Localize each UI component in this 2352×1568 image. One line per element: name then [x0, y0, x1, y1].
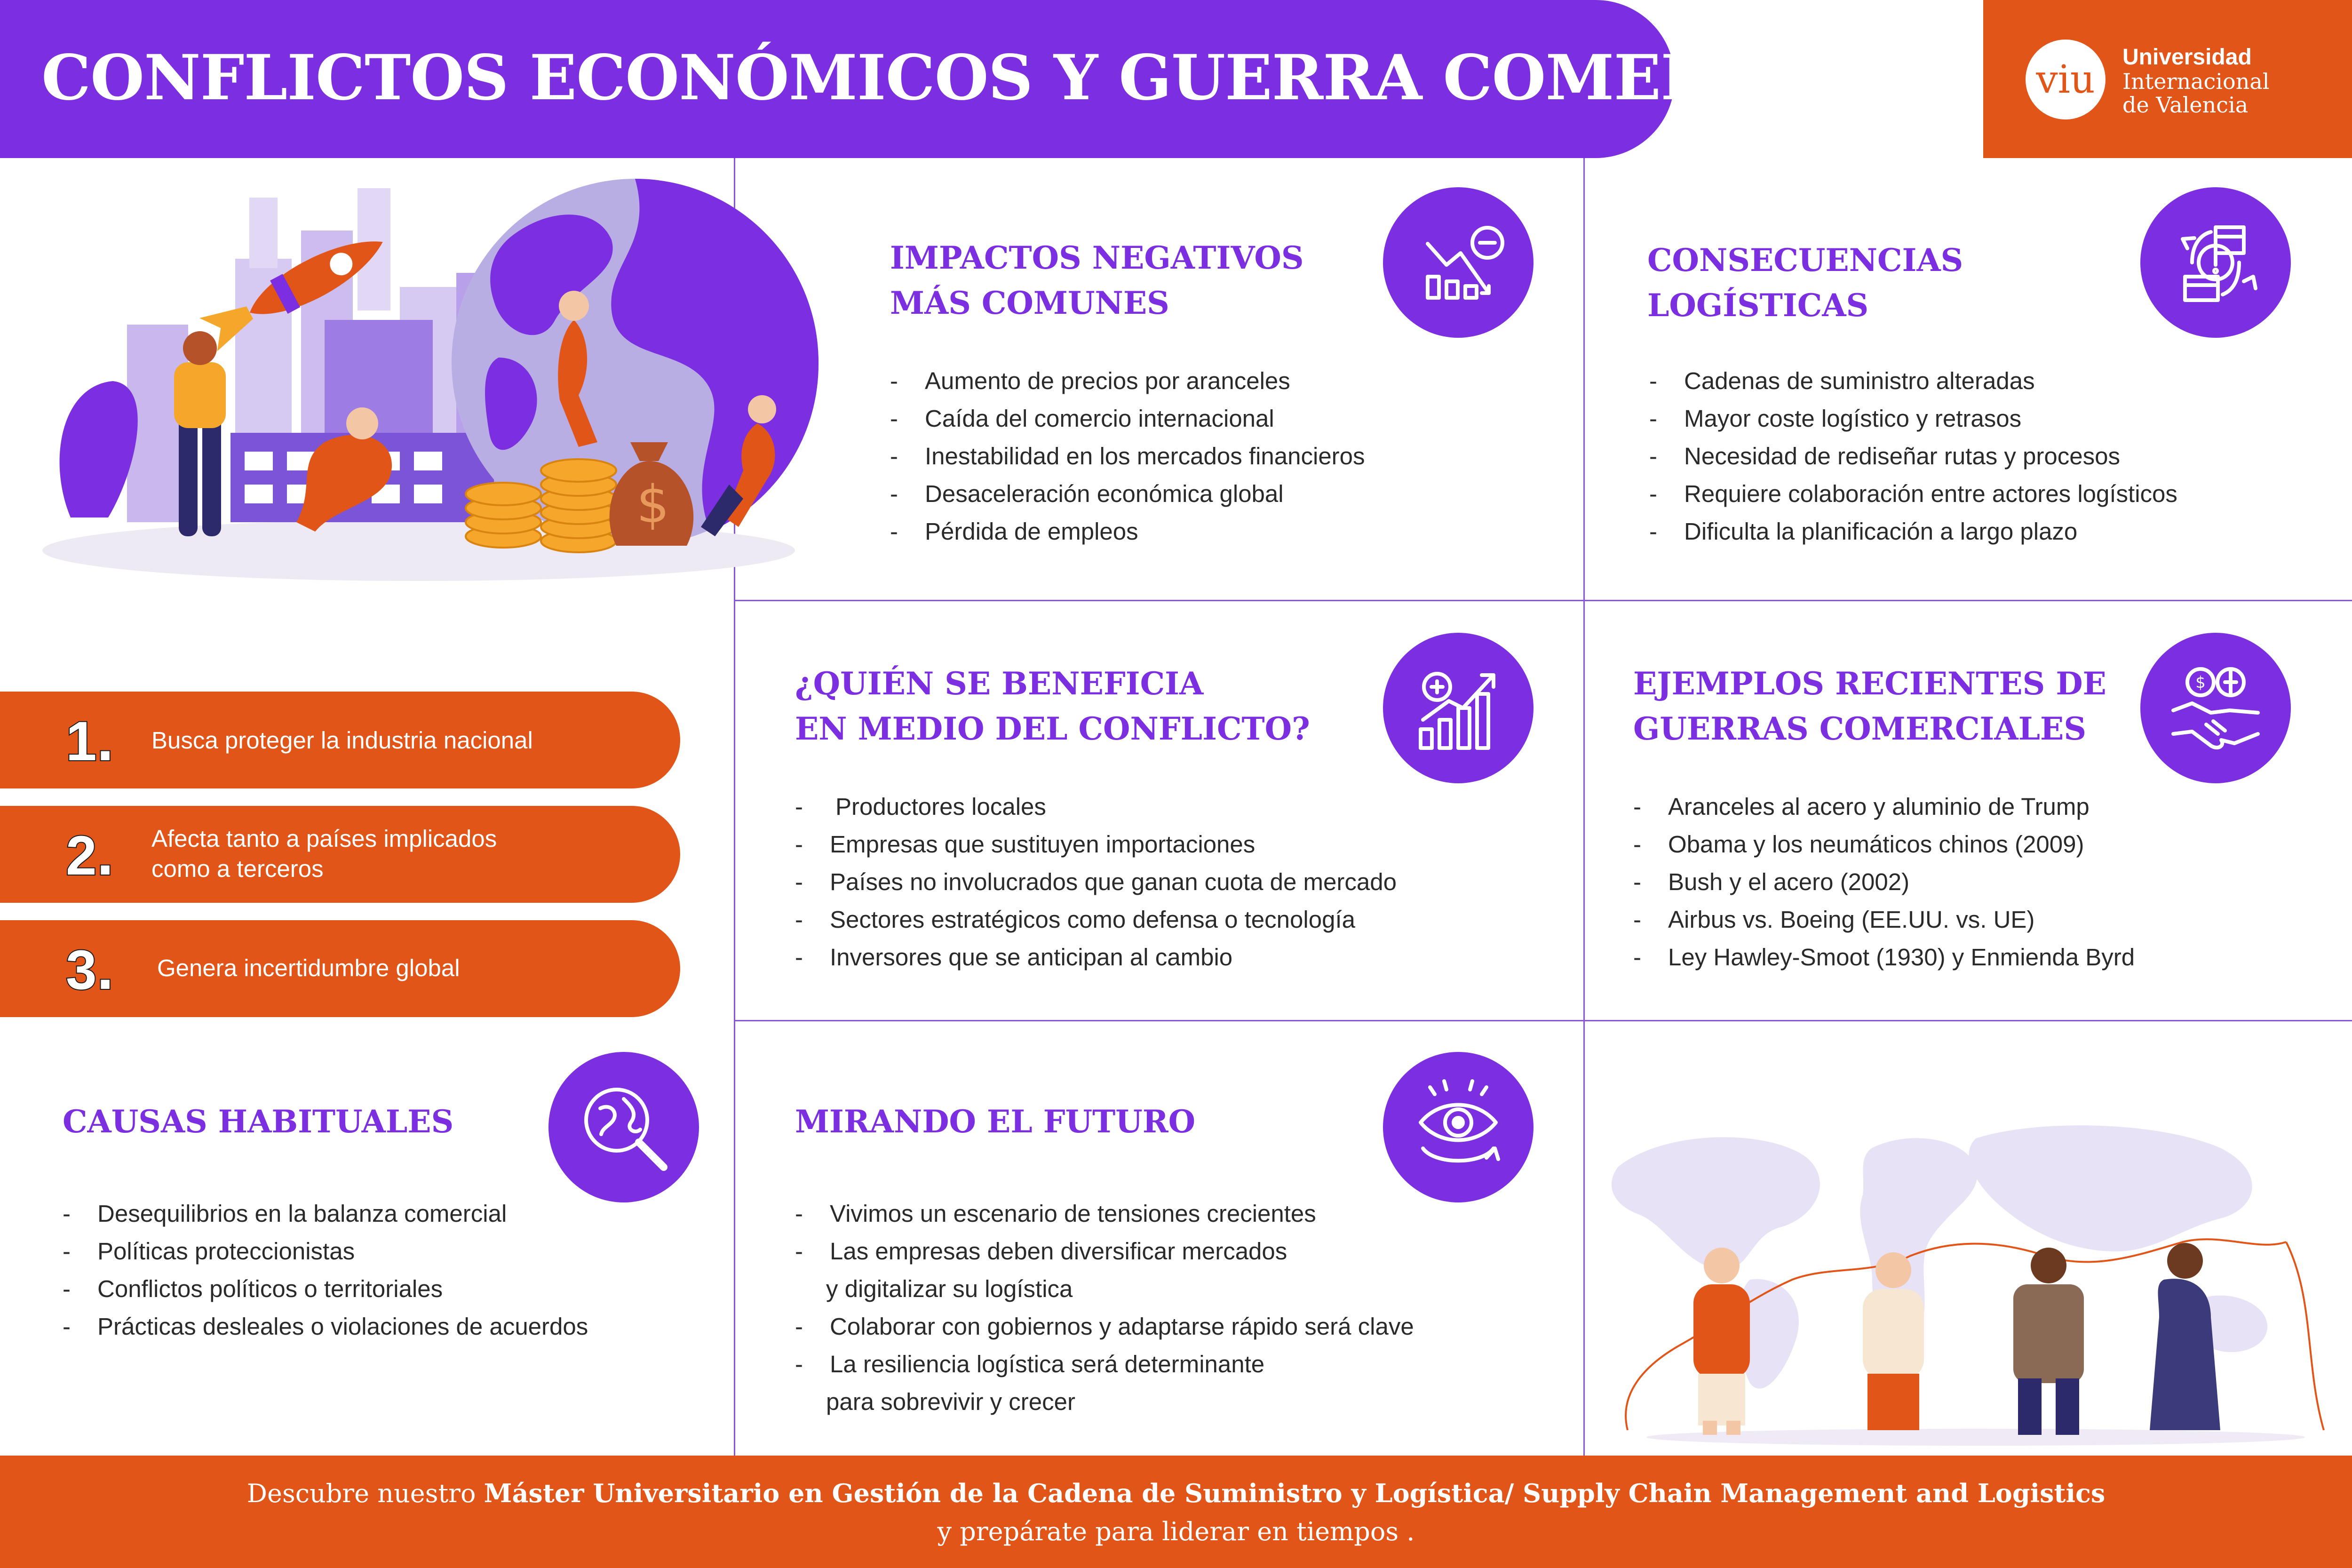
key-point-3	[0, 920, 680, 1017]
list-item: - Vivimos un escenario de tensiones crecientes	[795, 1195, 1414, 1233]
list-item: - Políticas proteccionistas	[63, 1233, 588, 1270]
key-point-text: Genera incertidumbre global	[157, 955, 460, 981]
list-item: - Inversores que se anticipan al cambio	[795, 939, 1397, 976]
logo-mark: viu	[2026, 40, 2106, 119]
grid-divider	[734, 1020, 2352, 1021]
key-point-text: Afecta tanto a países implicados como a terceros	[151, 825, 497, 882]
footer-banner[interactable]	[0, 1456, 2352, 1568]
footer-line-1: Descubre nuestro Máster Universitario en Gestión de la Cadena de Suministro y Logística/ Supply Chain Management and Logistics	[246, 1478, 2106, 1508]
logistics-boxes-icon	[2140, 187, 2291, 338]
consecuencias-title: CONSECUENCIAS LOGÍSTICAS	[1647, 242, 1963, 324]
beneficia-title: ¿QUIÉN SE BENEFICIA EN MEDIO DEL CONFLICTO?	[795, 665, 1310, 747]
beneficia-list	[795, 788, 1397, 976]
growth-chart-icon	[1383, 633, 1534, 783]
list-item: - Productores locales	[795, 788, 1397, 826]
list-item: - Dificulta la planificación a largo plazo	[1649, 513, 2177, 550]
key-point-number: 2.	[66, 819, 114, 888]
list-item: - Conflictos políticos o territoriales	[63, 1270, 588, 1308]
page-title: CONFLICTOS ECONÓMICOS Y GUERRA COMERCIAL	[41, 41, 1880, 114]
list-item: - Colaborar con gobiernos y adaptarse rápido será clave	[795, 1308, 1414, 1345]
list-item: - Desequilibrios en la balanza comercial	[63, 1195, 588, 1233]
impactos-title: IMPACTOS NEGATIVOS MÁS COMUNES	[890, 239, 1304, 321]
key-point-2	[0, 806, 680, 903]
list-item: - Sectores estratégicos como defensa o tecnología	[795, 901, 1397, 939]
list-item: - Airbus vs. Boeing (EE.UU. vs. UE)	[1633, 901, 2135, 939]
logo-line-3: de Valencia	[2122, 92, 2249, 118]
list-item: - Caída del comercio internacional	[890, 400, 1365, 438]
list-item: - Países no involucrados que ganan cuota de mercado	[795, 863, 1397, 901]
key-point-text: Busca proteger la industria nacional	[151, 727, 533, 754]
footer-line-2: y prepárate para liderar en tiempos .	[937, 1517, 1415, 1546]
logo-wordmark	[2122, 46, 2269, 116]
list-item: - Requiere colaboración entre actores logísticos	[1649, 475, 2177, 513]
university-logo[interactable]	[1983, 0, 2352, 158]
declining-chart-icon	[1383, 187, 1534, 338]
futuro-title: MIRANDO EL FUTURO	[795, 1103, 1196, 1140]
list-item: - Las empresas deben diversificar mercados y digitalizar su logística	[795, 1233, 1414, 1308]
consecuencias-list	[1649, 362, 2177, 550]
causas-title: CAUSAS HABITUALES	[63, 1103, 454, 1140]
list-item: - Ley Hawley-Smoot (1930) y Enmienda Byrd	[1633, 939, 2135, 976]
key-point-number: 3.	[66, 933, 114, 1002]
trade-war-illustration	[33, 179, 833, 593]
eye-vision-icon	[1383, 1052, 1534, 1202]
causas-list	[63, 1195, 588, 1345]
svg-text:$: $	[2195, 673, 2206, 692]
list-item: - Empresas que sustituyen importaciones	[795, 826, 1397, 863]
list-item: - Inestabilidad en los mercados financieros	[890, 438, 1365, 475]
key-point-1	[0, 692, 680, 788]
logo-line-2: Internacional	[2122, 69, 2270, 94]
list-item: - Mayor coste logístico y retrasos	[1649, 400, 2177, 438]
handshake-currency-icon	[2140, 633, 2291, 783]
grid-divider	[1583, 158, 1585, 1456]
logo-line-1: Universidad	[2122, 45, 2252, 70]
ejemplos-title: EJEMPLOS RECIENTES DE GUERRAS COMERCIALES	[1633, 665, 2106, 747]
list-item: - Obama y los neumáticos chinos (2009)	[1633, 826, 2135, 863]
list-item: - La resiliencia logística será determinante para sobrevivir y crecer	[795, 1345, 1414, 1421]
futuro-list	[795, 1195, 1414, 1421]
impactos-list	[890, 362, 1365, 550]
list-item: - Bush y el acero (2002)	[1633, 863, 2135, 901]
list-item: - Desaceleración económica global	[890, 475, 1365, 513]
list-item: - Aranceles al acero y aluminio de Trump	[1633, 788, 2135, 826]
ejemplos-list	[1633, 788, 2135, 976]
global-connection-illustration	[1609, 1101, 2343, 1449]
list-item: - Cadenas de suministro alteradas	[1649, 362, 2177, 400]
list-item: - Prácticas desleales o violaciones de acuerdos	[63, 1308, 588, 1345]
key-point-number: 1.	[66, 705, 114, 773]
list-item: - Aumento de precios por aranceles	[890, 362, 1365, 400]
list-item: - Pérdida de empleos	[890, 513, 1365, 550]
svg-text:$: $	[636, 474, 669, 534]
list-item: - Necesidad de rediseñar rutas y procesos	[1649, 438, 2177, 475]
magnifier-globe-icon	[548, 1052, 699, 1202]
grid-divider	[734, 600, 2352, 601]
program-link[interactable]: Máster Universitario en Gestión de la Cadena de Suministro y Logística/ Supply Chain Management and Logistics	[484, 1478, 2106, 1508]
